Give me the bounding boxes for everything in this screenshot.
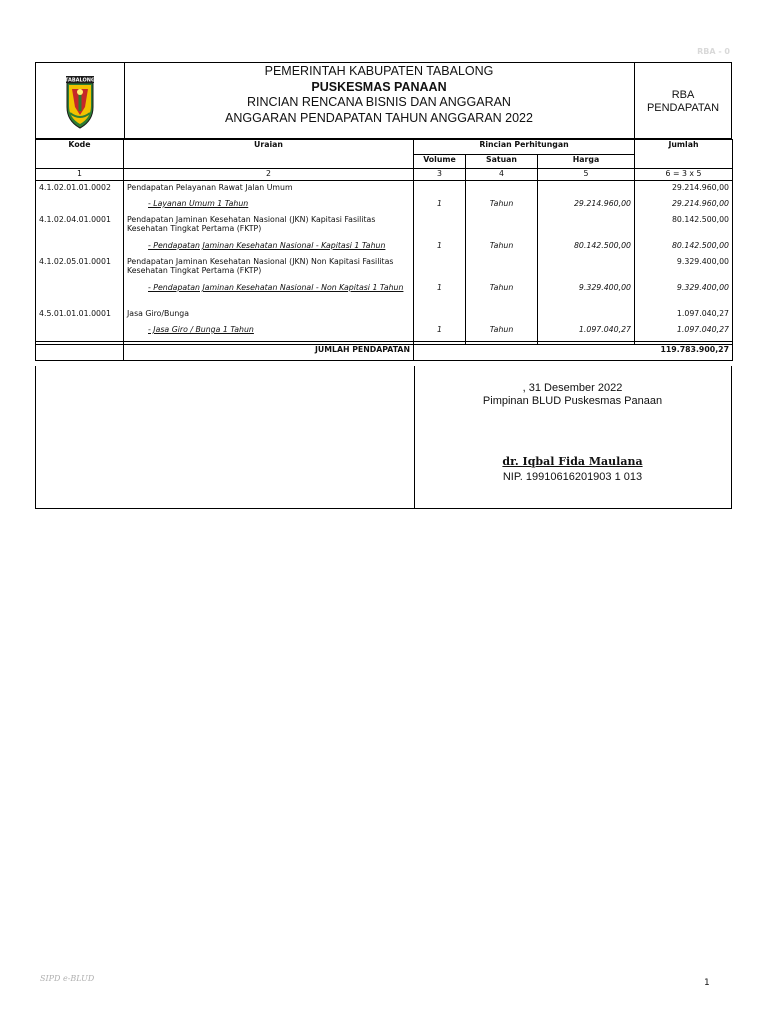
col-header-volume: Volume [414, 155, 466, 169]
subrow-volume: 1 [414, 325, 466, 341]
table-row [36, 309, 733, 325]
subrow-uraian: - Pendapatan Jaminan Kesehatan Nasional - Kapitasi 1 Tahun [124, 241, 414, 257]
revenue-table [35, 139, 733, 361]
col-header-harga: Harga [538, 155, 635, 169]
subrow-satuan: Tahun [466, 283, 538, 309]
col-number-2: 2 [124, 169, 414, 181]
document-code-tag: RBA - 0 [697, 47, 730, 56]
tabalong-logo [36, 63, 124, 139]
row-kode: 4.1.02.01.01.0002 [36, 183, 124, 199]
total-value: 119.783.900,27 [414, 344, 733, 360]
subrow-volume: 1 [414, 241, 466, 257]
document-title: RINCIAN RENCANA BISNIS DAN ANGGARAN [247, 95, 511, 109]
table-subrow [36, 325, 733, 341]
col-number-4: 4 [466, 169, 538, 181]
signature-position: Pimpinan BLUD Puskesmas Panaan [482, 395, 663, 407]
col-number-3: 3 [414, 169, 466, 181]
table-subrow [36, 283, 733, 309]
subrow-harga: 9.329.400,00 [538, 283, 635, 309]
col-number-6: 6 = 3 x 5 [635, 169, 733, 181]
signature-empty-cell [36, 366, 415, 508]
puskesmas-title: PUSKESMAS PANAAN [311, 79, 447, 94]
rba-type-label: PENDAPATAN [646, 102, 720, 114]
subrow-satuan: Tahun [466, 241, 538, 257]
row-jumlah: 80.142.500,00 [635, 215, 733, 241]
table-row [36, 215, 733, 241]
subrow-volume: 1 [414, 283, 466, 309]
row-jumlah: 29.214.960,00 [635, 183, 733, 199]
subrow-satuan: Tahun [466, 199, 538, 215]
signatory-nip: NIP. 19910616201903 1 013 [502, 471, 643, 483]
subrow-jumlah: 29.214.960,00 [635, 199, 733, 215]
document-subtitle: ANGGARAN PENDAPATAN TAHUN ANGGARAN 2022 [225, 110, 533, 125]
total-label: JUMLAH PENDAPATAN [124, 344, 414, 360]
signatory-name: dr. Iqbal Fida Maulana [502, 455, 643, 468]
subrow-jumlah: 9.329.400,00 [635, 283, 733, 309]
row-uraian: Pendapatan Pelayanan Rawat Jalan Umum [124, 183, 414, 199]
table-row [36, 183, 733, 199]
row-kode: 4.1.02.04.01.0001 [36, 215, 124, 241]
subrow-harga: 29.214.960,00 [538, 199, 635, 215]
row-kode: 4.1.02.05.01.0001 [36, 257, 124, 283]
table-subrow [36, 241, 733, 257]
subrow-satuan: Tahun [466, 325, 538, 341]
table-row [36, 257, 733, 283]
col-header-kode: Kode [36, 140, 124, 169]
rba-label-cell [635, 63, 731, 139]
col-number-1: 1 [36, 169, 124, 181]
col-number-5: 5 [538, 169, 635, 181]
government-title: PEMERINTAH KABUPATEN TABALONG [264, 64, 494, 78]
logo-cell [36, 63, 125, 139]
footer-app-name: SIPD e-BLUD [40, 974, 95, 983]
row-kode: 4.5.01.01.01.0001 [36, 309, 124, 325]
col-header-jumlah: Jumlah [635, 140, 733, 169]
row-uraian: Jasa Giro/Bunga [124, 309, 414, 325]
document-header [35, 62, 732, 139]
row-uraian: Pendapatan Jaminan Kesehatan Nasional (JKN) Kapitasi Fasilitas Kesehatan Tingkat Pertama (FKTP) [124, 215, 414, 241]
rba-label: RBA [671, 89, 695, 101]
row-uraian: Pendapatan Jaminan Kesehatan Nasional (JKN) Non Kapitasi Fasilitas Kesehatan Tingkat Pertama (FKTP) [124, 257, 414, 283]
subrow-harga: 1.097.040,27 [538, 325, 635, 341]
subrow-uraian: - Jasa Giro / Bunga 1 Tahun [124, 325, 414, 341]
signature-cell [414, 366, 731, 508]
subrow-harga: 80.142.500,00 [538, 241, 635, 257]
subrow-uraian: - Pendapatan Jaminan Kesehatan Nasional - Non Kapitasi 1 Tahun [124, 283, 414, 309]
svg-text:TABALONG: TABALONG [64, 77, 96, 84]
col-header-uraian: Uraian [124, 140, 414, 169]
total-row [36, 344, 733, 360]
page-number: 1 [704, 978, 710, 988]
col-header-rincian: Rincian Perhitungan [414, 140, 635, 155]
subrow-volume: 1 [414, 199, 466, 215]
table-subrow [36, 199, 733, 215]
signature-date: , 31 Desember 2022 [522, 382, 623, 394]
subrow-jumlah: 1.097.040,27 [635, 325, 733, 341]
title-block [124, 63, 635, 139]
col-header-satuan: Satuan [466, 155, 538, 169]
subrow-uraian: - Layanan Umum 1 Tahun [124, 199, 414, 215]
subrow-jumlah: 80.142.500,00 [635, 241, 733, 257]
row-jumlah: 1.097.040,27 [635, 309, 733, 325]
row-jumlah: 9.329.400,00 [635, 257, 733, 283]
signature-block [35, 366, 732, 509]
